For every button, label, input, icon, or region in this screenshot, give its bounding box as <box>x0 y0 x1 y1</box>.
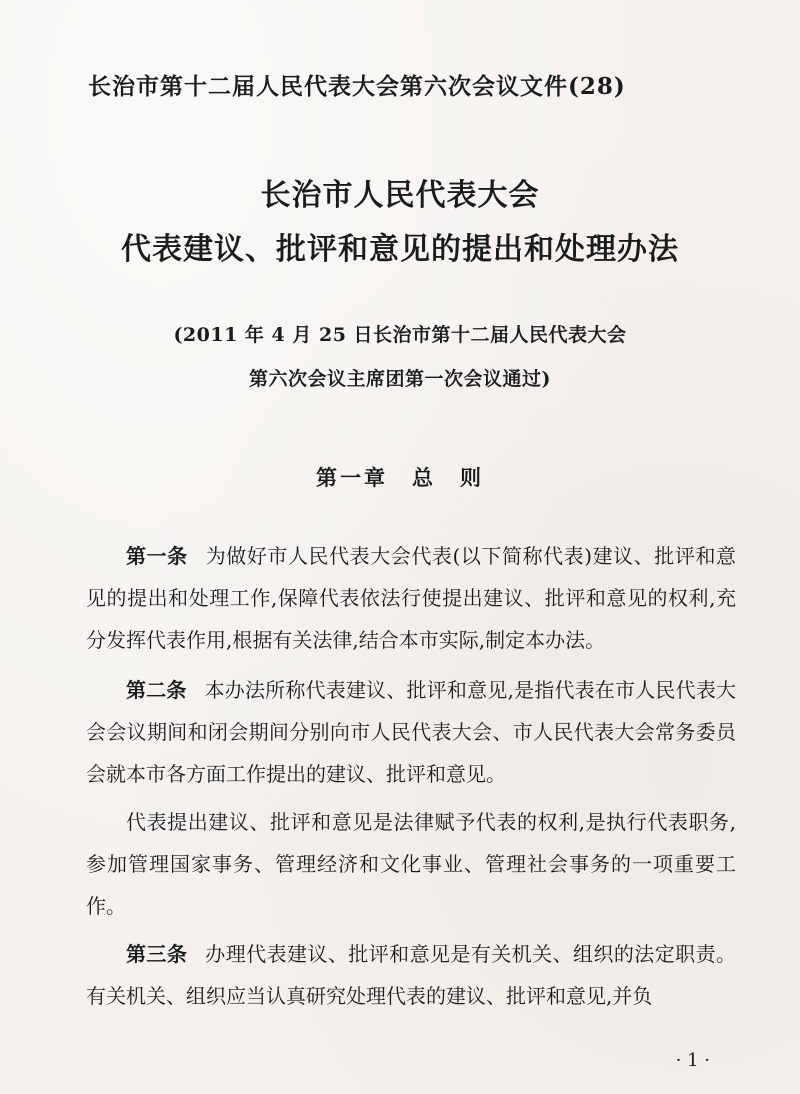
document-title-line-2: 代表建议、批评和意见的提出和处理办法 <box>121 232 679 267</box>
adoption-note-line-1: (2011 年 4 月 25 日长治市第十二届人民代表大会 <box>173 324 627 346</box>
article-text: 本办法所称代表建议、批评和意见,是指代表在市人民代表大会会议期间和闭会期间分别向市人民代表大会、市人民代表大会常务委员会就本市各方面工作提出的建议、批评和意见。 <box>86 678 737 786</box>
article-paragraph <box>86 669 736 795</box>
article-paragraph <box>86 801 736 927</box>
article-text: 为做好市人民代表大会代表(以下简称代表)建议、批评和意见的提出和处理工作,保障代表依法行使提出建议、批评和意见的权利,充分发挥代表作用,根据有关法律,结合本市实际,制定本办法。 <box>86 544 737 652</box>
adoption-note-line-2: 第六次会议主席团第一次会议通过) <box>249 368 551 390</box>
document-body <box>86 535 736 1025</box>
article-label: 第二条 <box>126 678 187 702</box>
article-label: 第一条 <box>126 544 188 568</box>
article-text: 办理代表建议、批评和意见是有关机关、组织的法定职责。有关机关、组织应当认真研究处理代表的建议、批评和意见,并负 <box>86 942 737 1008</box>
chapter-heading: 第一章 总 则 <box>316 466 484 490</box>
article-paragraph <box>86 933 736 1017</box>
page-number: · 1 · <box>675 1050 710 1071</box>
article-paragraph <box>86 535 736 661</box>
article-label: 第三条 <box>126 942 188 966</box>
document-title-line-1: 长治市人民代表大会 <box>260 178 540 213</box>
article-text: 代表提出建议、批评和意见是法律赋予代表的权利,是执行代表职务,参加管理国家事务、管理经济和文化事业、管理社会事务的一项重要工作。 <box>86 810 736 918</box>
document-series-header: 长治市第十二届人民代表大会第六次会议文件(28) <box>88 73 626 100</box>
